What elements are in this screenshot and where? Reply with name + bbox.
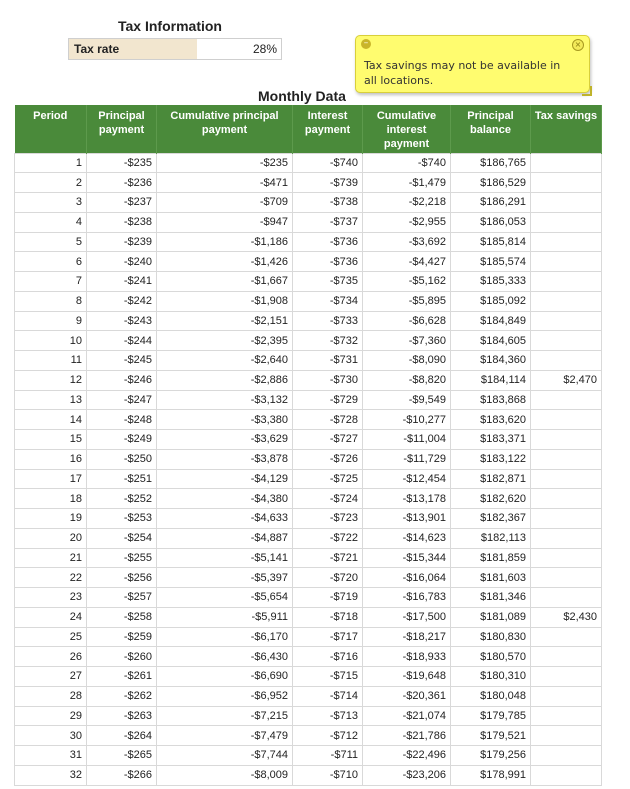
cell-interest-payment[interactable]: -$722 — [293, 528, 363, 548]
cell-principal-payment[interactable]: -$261 — [87, 667, 157, 687]
cell-principal-balance[interactable]: $179,521 — [451, 726, 531, 746]
cell-period[interactable]: 13 — [15, 390, 87, 410]
cell-principal-payment[interactable]: -$246 — [87, 370, 157, 390]
cell-cumulative-interest[interactable]: -$16,783 — [363, 588, 451, 608]
cell-interest-payment[interactable]: -$714 — [293, 686, 363, 706]
table-row — [15, 193, 602, 213]
cell-period[interactable]: 12 — [15, 370, 87, 390]
column-header-period[interactable]: Period — [15, 105, 87, 153]
cell-tax-savings[interactable] — [531, 212, 602, 232]
cell-interest-payment[interactable]: -$716 — [293, 647, 363, 667]
cell-interest-payment[interactable]: -$737 — [293, 212, 363, 232]
table-row — [15, 153, 602, 173]
cell-principal-balance[interactable]: $181,859 — [451, 548, 531, 568]
cell-principal-balance[interactable]: $180,830 — [451, 627, 531, 647]
column-header-principal-balance[interactable]: Principal balance — [451, 105, 531, 153]
cell-tax-savings[interactable] — [531, 667, 602, 687]
cell-tax-savings[interactable] — [531, 272, 602, 292]
cell-tax-savings[interactable] — [531, 449, 602, 469]
cell-cumulative-principal[interactable]: -$4,129 — [157, 469, 293, 489]
cell-period[interactable]: 30 — [15, 726, 87, 746]
cell-principal-balance[interactable]: $185,092 — [451, 291, 531, 311]
note-text: Tax savings may not be available in all locations. — [364, 59, 561, 87]
cell-interest-payment[interactable]: -$710 — [293, 765, 363, 785]
cell-tax-savings[interactable] — [531, 173, 602, 193]
cell-period[interactable]: 32 — [15, 765, 87, 785]
column-header-interest-payment[interactable]: Interest payment — [293, 105, 363, 153]
cell-principal-balance[interactable]: $184,114 — [451, 370, 531, 390]
cell-principal-balance[interactable]: $185,333 — [451, 272, 531, 292]
cell-interest-payment[interactable]: -$736 — [293, 252, 363, 272]
cell-tax-savings[interactable] — [531, 232, 602, 252]
table-row — [15, 726, 602, 746]
cell-principal-balance[interactable]: $179,256 — [451, 746, 531, 766]
cell-tax-savings[interactable] — [531, 331, 602, 351]
cell-cumulative-principal[interactable]: -$8,009 — [157, 765, 293, 785]
table-row — [15, 252, 602, 272]
cell-period[interactable]: 21 — [15, 548, 87, 568]
cell-cumulative-interest[interactable]: -$5,162 — [363, 272, 451, 292]
cell-tax-savings[interactable] — [531, 746, 602, 766]
table-row — [15, 370, 602, 390]
cell-tax-savings[interactable] — [531, 588, 602, 608]
cell-cumulative-interest[interactable]: -$15,344 — [363, 548, 451, 568]
cell-tax-savings[interactable] — [531, 430, 602, 450]
cell-cumulative-interest[interactable]: -$23,206 — [363, 765, 451, 785]
cell-period[interactable]: 3 — [15, 193, 87, 213]
cell-cumulative-interest[interactable]: -$18,933 — [363, 647, 451, 667]
cell-period[interactable]: 26 — [15, 647, 87, 667]
cell-cumulative-principal[interactable]: -$235 — [157, 153, 293, 173]
cell-cumulative-principal[interactable]: -$2,886 — [157, 370, 293, 390]
cell-interest-payment[interactable]: -$721 — [293, 548, 363, 568]
cell-principal-payment[interactable]: -$248 — [87, 410, 157, 430]
cell-interest-payment[interactable]: -$719 — [293, 588, 363, 608]
table-row — [15, 232, 602, 252]
cell-period[interactable]: 22 — [15, 568, 87, 588]
cell-tax-savings[interactable] — [531, 528, 602, 548]
table-row — [15, 173, 602, 193]
cell-principal-balance[interactable]: $179,785 — [451, 706, 531, 726]
cell-cumulative-interest[interactable]: -$2,955 — [363, 212, 451, 232]
cell-principal-balance[interactable]: $184,849 — [451, 311, 531, 331]
cell-interest-payment[interactable]: -$718 — [293, 607, 363, 627]
cell-cumulative-interest[interactable]: -$17,500 — [363, 607, 451, 627]
cell-cumulative-interest[interactable]: -$14,623 — [363, 528, 451, 548]
cell-principal-balance[interactable]: $182,113 — [451, 528, 531, 548]
cell-cumulative-interest[interactable]: -$7,360 — [363, 331, 451, 351]
cell-cumulative-interest[interactable]: -$19,648 — [363, 667, 451, 687]
cell-principal-payment[interactable]: -$238 — [87, 212, 157, 232]
cell-tax-savings[interactable] — [531, 726, 602, 746]
cell-principal-payment[interactable]: -$266 — [87, 765, 157, 785]
cell-principal-balance[interactable]: $182,620 — [451, 489, 531, 509]
cell-cumulative-principal[interactable]: -$7,479 — [157, 726, 293, 746]
table-row — [15, 647, 602, 667]
tax-information-title: Tax Information — [118, 18, 222, 34]
cell-cumulative-principal[interactable]: -$5,911 — [157, 607, 293, 627]
cell-principal-payment[interactable]: -$260 — [87, 647, 157, 667]
cell-interest-payment[interactable]: -$731 — [293, 351, 363, 371]
cell-tax-savings[interactable] — [531, 686, 602, 706]
cell-principal-balance[interactable]: $185,574 — [451, 252, 531, 272]
cell-tax-savings[interactable] — [531, 410, 602, 430]
cell-interest-payment[interactable]: -$736 — [293, 232, 363, 252]
cell-cumulative-interest[interactable]: -$21,074 — [363, 706, 451, 726]
cell-principal-balance[interactable]: $178,991 — [451, 765, 531, 785]
cell-interest-payment[interactable]: -$711 — [293, 746, 363, 766]
cell-cumulative-principal[interactable]: -$2,151 — [157, 311, 293, 331]
cell-tax-savings[interactable] — [531, 568, 602, 588]
cell-period[interactable]: 19 — [15, 509, 87, 529]
table-row — [15, 430, 602, 450]
comment-note[interactable] — [355, 35, 590, 93]
table-row — [15, 311, 602, 331]
cell-period[interactable]: 9 — [15, 311, 87, 331]
table-row — [15, 272, 602, 292]
cell-interest-payment[interactable]: -$735 — [293, 272, 363, 292]
cell-principal-payment[interactable]: -$236 — [87, 173, 157, 193]
cell-interest-payment[interactable]: -$739 — [293, 173, 363, 193]
cell-tax-savings[interactable] — [531, 469, 602, 489]
cell-principal-payment[interactable]: -$242 — [87, 291, 157, 311]
cell-principal-payment[interactable]: -$257 — [87, 588, 157, 608]
cell-principal-balance[interactable]: $183,371 — [451, 430, 531, 450]
cell-cumulative-principal[interactable]: -$3,878 — [157, 449, 293, 469]
cell-principal-balance[interactable]: $186,291 — [451, 193, 531, 213]
cell-cumulative-principal[interactable]: -$5,654 — [157, 588, 293, 608]
table-row — [15, 627, 602, 647]
table-row — [15, 568, 602, 588]
cell-tax-savings[interactable] — [531, 489, 602, 509]
cell-principal-balance[interactable]: $181,089 — [451, 607, 531, 627]
cell-tax-savings[interactable] — [531, 390, 602, 410]
cell-principal-payment[interactable]: -$250 — [87, 449, 157, 469]
cell-period[interactable]: 2 — [15, 173, 87, 193]
cell-principal-payment[interactable]: -$241 — [87, 272, 157, 292]
cell-principal-payment[interactable]: -$249 — [87, 430, 157, 450]
cell-cumulative-principal[interactable]: -$1,186 — [157, 232, 293, 252]
cell-interest-payment[interactable]: -$738 — [293, 193, 363, 213]
cell-interest-payment[interactable]: -$734 — [293, 291, 363, 311]
cell-period[interactable]: 16 — [15, 449, 87, 469]
cell-tax-savings[interactable] — [531, 291, 602, 311]
cell-period[interactable]: 5 — [15, 232, 87, 252]
cell-cumulative-principal[interactable]: -$5,397 — [157, 568, 293, 588]
cell-interest-payment[interactable]: -$729 — [293, 390, 363, 410]
cell-period[interactable]: 1 — [15, 153, 87, 173]
cell-period[interactable]: 29 — [15, 706, 87, 726]
cell-tax-savings[interactable] — [531, 647, 602, 667]
table-row — [15, 765, 602, 785]
cell-interest-payment[interactable]: -$727 — [293, 430, 363, 450]
cell-interest-payment[interactable]: -$712 — [293, 726, 363, 746]
cell-period[interactable]: 4 — [15, 212, 87, 232]
cell-period[interactable]: 24 — [15, 607, 87, 627]
cell-cumulative-principal[interactable]: -$7,215 — [157, 706, 293, 726]
column-header-cumulative-interest[interactable]: Cumulative interest payment — [363, 105, 451, 153]
cell-cumulative-interest[interactable]: -$740 — [363, 153, 451, 173]
cell-period[interactable]: 11 — [15, 351, 87, 371]
cell-cumulative-principal[interactable]: -$6,690 — [157, 667, 293, 687]
table-row — [15, 607, 602, 627]
cell-interest-payment[interactable]: -$733 — [293, 311, 363, 331]
cell-interest-payment[interactable]: -$740 — [293, 153, 363, 173]
table-row — [15, 331, 602, 351]
table-row — [15, 528, 602, 548]
cell-cumulative-interest[interactable]: -$1,479 — [363, 173, 451, 193]
cell-interest-payment[interactable]: -$715 — [293, 667, 363, 687]
cell-tax-savings[interactable] — [531, 548, 602, 568]
cell-interest-payment[interactable]: -$713 — [293, 706, 363, 726]
cell-principal-payment[interactable]: -$256 — [87, 568, 157, 588]
cell-principal-balance[interactable]: $180,310 — [451, 667, 531, 687]
cell-principal-payment[interactable]: -$254 — [87, 528, 157, 548]
cell-cumulative-interest[interactable]: -$4,427 — [363, 252, 451, 272]
cell-period[interactable]: 25 — [15, 627, 87, 647]
cell-cumulative-principal[interactable]: -$947 — [157, 212, 293, 232]
cell-period[interactable]: 7 — [15, 272, 87, 292]
cell-cumulative-interest[interactable]: -$18,217 — [363, 627, 451, 647]
table-row — [15, 509, 602, 529]
table-row — [15, 291, 602, 311]
cell-tax-savings[interactable] — [531, 706, 602, 726]
cell-principal-payment[interactable]: -$253 — [87, 509, 157, 529]
cell-principal-balance[interactable]: $181,346 — [451, 588, 531, 608]
cell-cumulative-principal[interactable]: -$3,380 — [157, 410, 293, 430]
table-row — [15, 351, 602, 371]
cell-principal-balance[interactable]: $180,048 — [451, 686, 531, 706]
cell-cumulative-principal[interactable]: -$2,640 — [157, 351, 293, 371]
cell-principal-payment[interactable]: -$264 — [87, 726, 157, 746]
cell-interest-payment[interactable]: -$717 — [293, 627, 363, 647]
cell-cumulative-interest[interactable]: -$9,549 — [363, 390, 451, 410]
table-row — [15, 686, 602, 706]
table-row — [15, 489, 602, 509]
table-row — [15, 667, 602, 687]
column-header-cumulative-principal[interactable]: Cumulative principal payment — [157, 105, 293, 153]
cell-cumulative-interest[interactable]: -$11,729 — [363, 449, 451, 469]
table-row — [15, 548, 602, 568]
table-row — [15, 410, 602, 430]
table-row — [15, 706, 602, 726]
monthly-data-table — [14, 105, 602, 786]
cell-principal-payment[interactable]: -$259 — [87, 627, 157, 647]
cell-cumulative-interest[interactable]: -$13,178 — [363, 489, 451, 509]
table-row — [15, 449, 602, 469]
cell-period[interactable]: 18 — [15, 489, 87, 509]
cell-cumulative-principal[interactable]: -$3,132 — [157, 390, 293, 410]
cell-principal-payment[interactable]: -$258 — [87, 607, 157, 627]
note-close-icon[interactable]: × — [572, 39, 584, 51]
cell-cumulative-interest[interactable]: -$13,901 — [363, 509, 451, 529]
cell-period[interactable]: 6 — [15, 252, 87, 272]
cell-cumulative-principal[interactable]: -$5,141 — [157, 548, 293, 568]
cell-period[interactable]: 10 — [15, 331, 87, 351]
cell-period[interactable]: 20 — [15, 528, 87, 548]
cell-cumulative-principal[interactable]: -$4,380 — [157, 489, 293, 509]
tax-rate-row — [68, 38, 282, 60]
cell-cumulative-interest[interactable]: -$10,277 — [363, 410, 451, 430]
cell-cumulative-principal[interactable]: -$4,887 — [157, 528, 293, 548]
tax-rate-value[interactable]: 28% — [252, 42, 277, 56]
cell-period[interactable]: 28 — [15, 686, 87, 706]
column-header-principal-payment[interactable]: Principal payment — [87, 105, 157, 153]
cell-principal-balance[interactable]: $180,570 — [451, 647, 531, 667]
cell-principal-payment[interactable]: -$240 — [87, 252, 157, 272]
cell-principal-payment[interactable]: -$262 — [87, 686, 157, 706]
tax-rate-label: Tax rate — [69, 39, 197, 59]
note-minimize-icon[interactable]: – — [361, 39, 371, 49]
cell-tax-savings[interactable] — [531, 193, 602, 213]
cell-period[interactable]: 31 — [15, 746, 87, 766]
cell-cumulative-principal[interactable]: -$709 — [157, 193, 293, 213]
table-row — [15, 588, 602, 608]
cell-cumulative-interest[interactable]: -$22,496 — [363, 746, 451, 766]
cell-principal-balance[interactable]: $186,053 — [451, 212, 531, 232]
cell-cumulative-interest[interactable]: -$11,004 — [363, 430, 451, 450]
cell-cumulative-principal[interactable]: -$6,170 — [157, 627, 293, 647]
cell-principal-payment[interactable]: -$245 — [87, 351, 157, 371]
cell-tax-savings[interactable]: $2,430 — [531, 607, 602, 627]
cell-principal-balance[interactable]: $183,122 — [451, 449, 531, 469]
cell-cumulative-interest[interactable]: -$8,820 — [363, 370, 451, 390]
cell-period[interactable]: 15 — [15, 430, 87, 450]
cell-principal-balance[interactable]: $183,868 — [451, 390, 531, 410]
cell-principal-balance[interactable]: $185,814 — [451, 232, 531, 252]
cell-tax-savings[interactable] — [531, 311, 602, 331]
cell-principal-payment[interactable]: -$243 — [87, 311, 157, 331]
cell-cumulative-principal[interactable]: -$7,744 — [157, 746, 293, 766]
cell-principal-balance[interactable]: $182,367 — [451, 509, 531, 529]
cell-period[interactable]: 17 — [15, 469, 87, 489]
cell-tax-savings[interactable] — [531, 153, 602, 173]
cell-tax-savings[interactable] — [531, 765, 602, 785]
cell-tax-savings[interactable]: $2,470 — [531, 370, 602, 390]
cell-cumulative-principal[interactable]: -$1,667 — [157, 272, 293, 292]
cell-cumulative-interest[interactable]: -$5,895 — [363, 291, 451, 311]
cell-interest-payment[interactable]: -$720 — [293, 568, 363, 588]
cell-cumulative-interest[interactable]: -$8,090 — [363, 351, 451, 371]
cell-cumulative-interest[interactable]: -$16,064 — [363, 568, 451, 588]
cell-principal-payment[interactable]: -$239 — [87, 232, 157, 252]
cell-interest-payment[interactable]: -$724 — [293, 489, 363, 509]
table-row — [15, 390, 602, 410]
cell-cumulative-principal[interactable]: -$3,629 — [157, 430, 293, 450]
table-body — [15, 153, 602, 785]
cell-principal-balance[interactable]: $186,529 — [451, 173, 531, 193]
cell-cumulative-principal[interactable]: -$4,633 — [157, 509, 293, 529]
table-row — [15, 746, 602, 766]
cell-principal-balance[interactable]: $182,871 — [451, 469, 531, 489]
cell-period[interactable]: 8 — [15, 291, 87, 311]
cell-interest-payment[interactable]: -$725 — [293, 469, 363, 489]
cell-principal-balance[interactable]: $184,605 — [451, 331, 531, 351]
cell-interest-payment[interactable]: -$726 — [293, 449, 363, 469]
cell-tax-savings[interactable] — [531, 351, 602, 371]
cell-period[interactable]: 27 — [15, 667, 87, 687]
cell-interest-payment[interactable]: -$728 — [293, 410, 363, 430]
cell-tax-savings[interactable] — [531, 252, 602, 272]
cell-cumulative-principal[interactable]: -$6,952 — [157, 686, 293, 706]
cell-cumulative-interest[interactable]: -$21,786 — [363, 726, 451, 746]
cell-principal-payment[interactable]: -$247 — [87, 390, 157, 410]
cell-cumulative-principal[interactable]: -$471 — [157, 173, 293, 193]
table-header-row — [15, 105, 602, 153]
cell-cumulative-interest[interactable]: -$20,361 — [363, 686, 451, 706]
table-row — [15, 469, 602, 489]
cell-cumulative-interest[interactable]: -$12,454 — [363, 469, 451, 489]
cell-period[interactable]: 14 — [15, 410, 87, 430]
cell-interest-payment[interactable]: -$732 — [293, 331, 363, 351]
cell-principal-payment[interactable]: -$255 — [87, 548, 157, 568]
cell-interest-payment[interactable]: -$723 — [293, 509, 363, 529]
cell-tax-savings[interactable] — [531, 509, 602, 529]
cell-interest-payment[interactable]: -$730 — [293, 370, 363, 390]
cell-principal-payment[interactable]: -$237 — [87, 193, 157, 213]
cell-cumulative-principal[interactable]: -$1,426 — [157, 252, 293, 272]
cell-principal-balance[interactable]: $183,620 — [451, 410, 531, 430]
cell-principal-payment[interactable]: -$251 — [87, 469, 157, 489]
cell-principal-payment[interactable]: -$252 — [87, 489, 157, 509]
cell-tax-savings[interactable] — [531, 627, 602, 647]
cell-cumulative-interest[interactable]: -$2,218 — [363, 193, 451, 213]
cell-cumulative-principal[interactable]: -$2,395 — [157, 331, 293, 351]
cell-principal-payment[interactable]: -$265 — [87, 746, 157, 766]
cell-cumulative-interest[interactable]: -$3,692 — [363, 232, 451, 252]
cell-principal-payment[interactable]: -$263 — [87, 706, 157, 726]
cell-principal-balance[interactable]: $181,603 — [451, 568, 531, 588]
cell-principal-balance[interactable]: $184,360 — [451, 351, 531, 371]
table-row — [15, 212, 602, 232]
note-resize-handle-icon[interactable] — [582, 86, 592, 96]
column-header-tax-savings[interactable]: Tax savings — [531, 105, 602, 153]
cell-cumulative-principal[interactable]: -$1,908 — [157, 291, 293, 311]
monthly-data-title: Monthly Data — [258, 88, 346, 104]
cell-period[interactable]: 23 — [15, 588, 87, 608]
cell-principal-payment[interactable]: -$244 — [87, 331, 157, 351]
cell-principal-payment[interactable]: -$235 — [87, 153, 157, 173]
cell-cumulative-interest[interactable]: -$6,628 — [363, 311, 451, 331]
cell-principal-balance[interactable]: $186,765 — [451, 153, 531, 173]
cell-cumulative-principal[interactable]: -$6,430 — [157, 647, 293, 667]
